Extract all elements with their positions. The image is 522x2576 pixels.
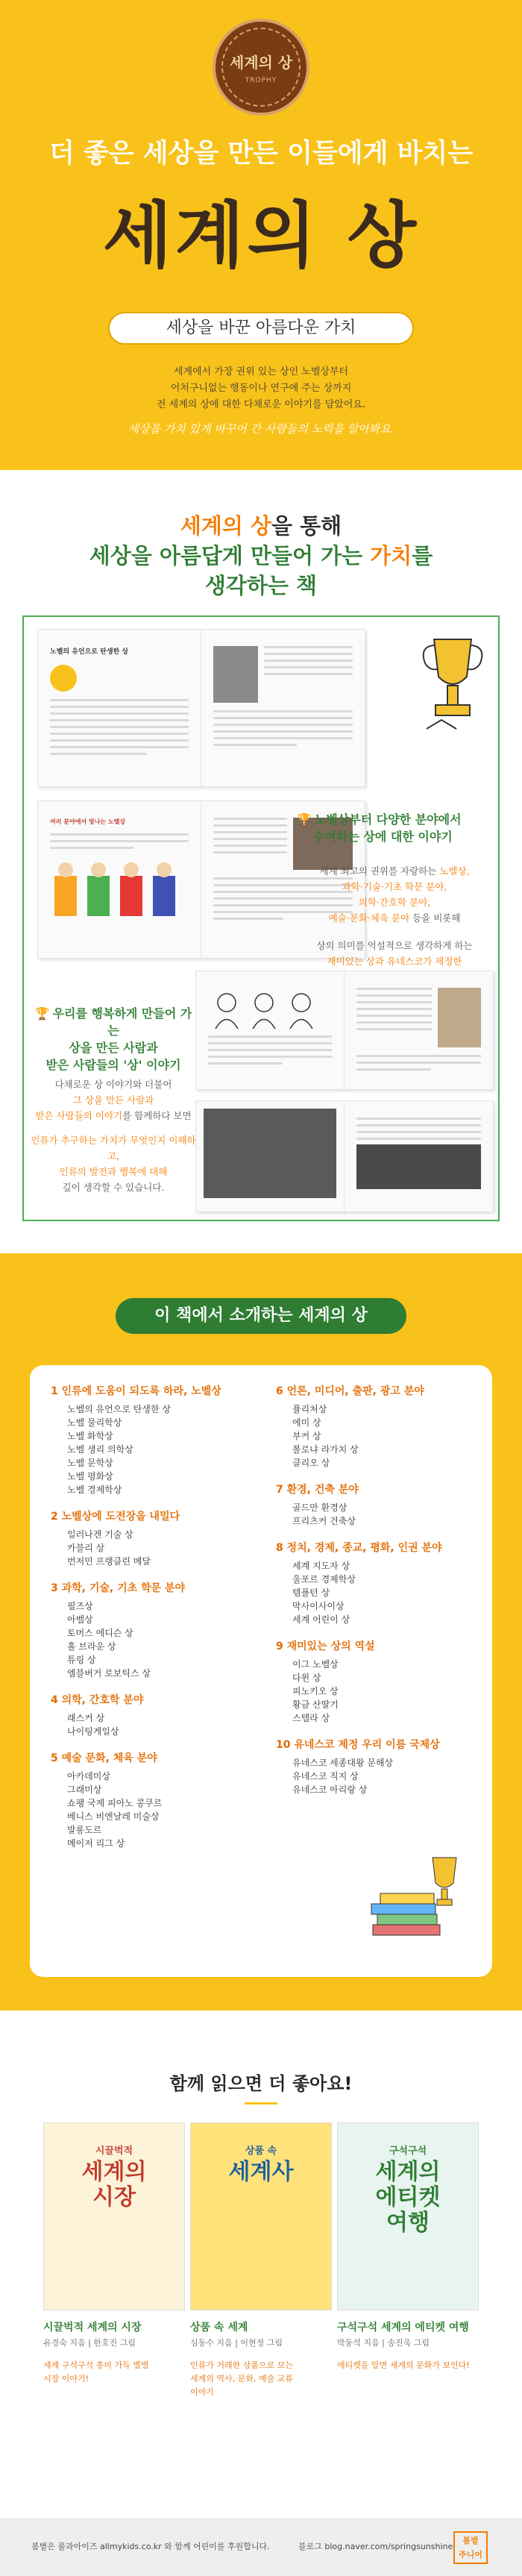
contents-item: 세계 지도자 상 <box>292 1561 350 1571</box>
contents-category: 5 예술 문화, 체육 분야 <box>51 1752 157 1764</box>
spread-page <box>345 971 493 1089</box>
ceremony-photo <box>204 1109 336 1198</box>
contents-category: 8 정치, 경제, 종교, 평화, 인권 분야 <box>276 1542 442 1554</box>
book-title: 구석구석 세계의 에티켓 여행 <box>337 2322 469 2334</box>
publisher-logo: 봄볕 주니어 <box>453 2531 488 2564</box>
contents-item: 노벨 경제학상 <box>67 1485 122 1495</box>
book-cover-title <box>197 2143 325 2185</box>
recommend-book[interactable] <box>337 2122 479 2372</box>
book-description: 세계 구석구석 흥미 가득 별별 시장 이야기! <box>43 2360 149 2384</box>
contents-item: 황금 산딸기 <box>292 1699 339 1710</box>
book-cover-top: 상품 속 <box>245 2146 277 2157</box>
document-photo <box>438 988 481 1047</box>
point-1: 🏆 노벨상부터 다양한 분야에서 수여하는 상에 대한 이야기 <box>297 812 462 844</box>
hero-desc-line: 어처구니없는 행동이나 연구에 주는 상까지 <box>170 383 352 394</box>
contents-item: 필즈상 <box>67 1601 93 1611</box>
contents-item: 막사이사이상 <box>292 1601 345 1611</box>
book-cover-top: 구석구석 <box>389 2146 427 2157</box>
recommend-heading: 함께 읽으면 더 좋아요! <box>0 2069 522 2105</box>
contents-category: 10 유네스코 제정 우리 이름 국제상 <box>276 1739 440 1751</box>
point-1-blurb: 세계 최고의 권위를 자랑하는 노벨상, 과학·기술·기초 학문 분야, 의학·간호학 분야, 예술·문화·체육 분야 등을 비롯해 상의 의미를 억설적으로 생각하게 하는 재미있는 상과 유네스코가 제정한 <box>316 865 473 967</box>
medal-emblem <box>213 19 309 116</box>
contents-item: 울포르 경제학상 <box>292 1574 356 1585</box>
hero-banner: 세상을 바꾼 아름다운 가치 <box>108 312 414 345</box>
contents-item: 쇼팽 국제 피아노 콩쿠르 <box>67 1798 163 1808</box>
books-trophy-icon <box>365 1843 462 1955</box>
book-spread-4 <box>195 1100 494 1212</box>
feature-heading-line2a: 세상을 아름답게 만들어 가는 <box>89 543 371 568</box>
book-spread-3 <box>195 971 494 1090</box>
feature-heading <box>0 511 522 601</box>
hero-desc-line: 세계에서 가장 권위 있는 상인 노벨상부터 <box>173 366 349 377</box>
contents-item: 유네스코 아리랑 상 <box>292 1784 368 1795</box>
spread-page <box>196 1101 345 1212</box>
contents-item: 토머스 에디슨 상 <box>67 1628 133 1638</box>
contents-item: 클리오 상 <box>292 1458 330 1468</box>
contents-category: 9 재미있는 상의 역설 <box>276 1640 375 1652</box>
trophy-icon: 🏆 <box>34 1006 50 1021</box>
contents-item: 골드만 환경상 <box>292 1502 348 1513</box>
contents-item: 노벨 물리학상 <box>67 1417 122 1428</box>
scientists-illustration <box>208 988 320 1032</box>
contents-section <box>0 1253 522 2011</box>
contents-category: 3 과학, 기술, 기초 학문 분야 <box>51 1582 185 1594</box>
spread-page <box>38 801 201 958</box>
feature-heading-line3: 생각하는 책 <box>204 573 318 598</box>
book-description: 인류가 거래한 상품으로 보는 세계의 역사, 문화, 예술 교류 이야기 <box>190 2360 294 2397</box>
spread-page <box>38 630 201 786</box>
book-cover[interactable] <box>190 2122 332 2310</box>
hero-description <box>89 364 433 413</box>
trophy-icon: 🏆 <box>297 812 312 827</box>
book-cover-title <box>50 2143 178 2210</box>
contents-item: 피노키오 상 <box>292 1686 339 1696</box>
contents-item: 노벨 화학상 <box>67 1431 113 1441</box>
spread-heading: 노벨의 유언으로 탄생한 상 <box>50 648 129 656</box>
spread-page <box>196 971 345 1089</box>
book-title: 상품 속 세계 <box>190 2322 248 2334</box>
hero-section <box>0 0 522 470</box>
portrait-photo <box>213 646 258 703</box>
trophy-icon <box>412 624 494 744</box>
contents-heading: 이 책에서 소개하는 세계의 상 <box>116 1298 406 1334</box>
recommend-book[interactable] <box>190 2122 332 2399</box>
contents-item: 홀 브라운 상 <box>67 1641 116 1652</box>
contents-item: 노벨 평화상 <box>67 1471 113 1482</box>
contents-item: 엠블버거 로보틱스 상 <box>67 1668 151 1679</box>
contents-item: 일러나겐 기술 상 <box>67 1529 133 1540</box>
piano-photo <box>356 1144 481 1189</box>
book-spread-1 <box>37 629 365 787</box>
feature-heading-line2b: 가치 <box>370 543 412 568</box>
contents-item: 부커 상 <box>292 1431 321 1441</box>
contents-column-left <box>51 1383 260 1850</box>
contents-item: 템플턴 상 <box>292 1588 330 1598</box>
medal-illustration <box>50 665 77 692</box>
feature-heading-accent: 세계의 상 <box>180 513 271 539</box>
contents-item: 튜링 상 <box>67 1655 96 1665</box>
recommend-book[interactable] <box>43 2122 185 2386</box>
contents-item: 아벨상 <box>67 1614 93 1625</box>
contents-item: 노벨 생리 의학상 <box>67 1444 133 1455</box>
contents-item: 볼로냐 라가치 상 <box>292 1444 359 1455</box>
book-description: 에티켓을 알면 세계의 문화가 보인다! <box>337 2360 470 2370</box>
contents-item: 나이팅게일상 <box>67 1726 119 1737</box>
contents-item: 이그 노벨상 <box>292 1659 339 1670</box>
contents-item: 프리츠커 건축상 <box>292 1516 356 1526</box>
point-2: 🏆 우리를 행복하게 만들어 가는 상을 만든 사람과 받은 사람들의 '상' 이야기 <box>34 1006 192 1072</box>
contents-column-right <box>276 1383 485 1796</box>
book-cover-title <box>344 2143 472 2236</box>
contents-item: 에미 상 <box>292 1417 321 1428</box>
contents-item: 카블리 상 <box>67 1543 105 1553</box>
medal-title: 세계의 상 <box>229 53 293 72</box>
hero-desc-line: 전 세계의 상에 대한 다채로운 이야기를 담았어요. <box>156 399 366 410</box>
contents-item: 래스커 상 <box>67 1713 105 1723</box>
contents-item: 번저민 프랭클린 메달 <box>67 1556 151 1567</box>
feature-heading-rest: 을 통해 <box>271 513 342 539</box>
spread-heading: 여러 분야에서 빛나는 노벨상 <box>50 818 126 825</box>
footer <box>0 2518 522 2576</box>
contents-card <box>30 1365 492 1977</box>
contents-item: 다윈 상 <box>292 1673 321 1683</box>
book-credit: 박동석 지음 | 송진욱 그림 <box>337 2338 430 2348</box>
book-credit: 유경숙 지음 | 한호진 그림 <box>43 2338 136 2348</box>
recommend-section <box>0 2011 522 2518</box>
contents-item: 아카데미상 <box>67 1771 110 1781</box>
spread-page <box>201 630 365 786</box>
contents-category: 4 의학, 간호학 분야 <box>51 1694 144 1706</box>
contents-item: 유네스코 세종대왕 문해상 <box>292 1758 394 1768</box>
book-title: 시끌벅적 세계의 시장 <box>43 2322 142 2334</box>
book-cover-main: 세계의 에티켓 여행 <box>375 2159 441 2236</box>
contents-category: 2 노벨상에 도전장을 내밀다 <box>51 1511 180 1523</box>
medal-sub: TROPHY <box>245 76 277 84</box>
contents-item: 베니스 비엔날레 미술상 <box>67 1811 160 1822</box>
contents-item: 그래미상 <box>67 1784 102 1795</box>
hero-script: 세상을 가치 있게 바꾸어 간 사람들의 노력을 알아봐요. <box>128 422 394 436</box>
book-cover[interactable] <box>43 2122 185 2310</box>
book-cover[interactable] <box>337 2122 479 2310</box>
footer-sponsor-text: 봄볕은 풀과아이즈 allmykids.co.kr 와 함께 어린이를 후원합니다. <box>31 2542 270 2551</box>
contents-item: 노벨의 유언으로 탄생한 상 <box>67 1404 171 1414</box>
feature-heading-line2c: 를 <box>412 543 433 568</box>
contents-item: 스텔라 상 <box>292 1713 330 1723</box>
contents-item: 발롱도르 <box>67 1825 102 1835</box>
feature-section <box>0 470 522 1253</box>
people-illustration <box>50 853 184 921</box>
hero-title: 세계의 상 <box>102 194 420 278</box>
contents-item: 유네스코 직지 상 <box>292 1771 359 1781</box>
contents-item: 세계 어린이 상 <box>292 1614 350 1625</box>
contents-category: 1 인류에 도움이 되도록 하라, 노벨상 <box>51 1385 221 1397</box>
hero-tagline: 더 좋은 세상을 만든 이들에게 바치는 <box>48 139 474 169</box>
contents-item: 노벨 문학상 <box>67 1458 113 1468</box>
contents-item: 메이저 리그 상 <box>67 1838 125 1849</box>
book-cover-main: 세계사 <box>228 2159 294 2185</box>
contents-category: 6 언론, 미디어, 출판, 광고 분야 <box>276 1385 424 1397</box>
feature-box <box>22 615 500 1221</box>
point-2-blurb: 다채로운 상 이야기와 더불어 그 상을 만든 사람과 받은 사람들의 이야기를 함께하다 보면 인류가 추구하는 가치가 무엇인지 이해하고, 인류의 발전과 행복에 대해 깊이 생각할 수 있습니다. <box>31 1079 196 1193</box>
spread-page <box>345 1101 493 1212</box>
book-cover-main: 세계의 시장 <box>81 2159 147 2210</box>
contents-item: 퓰리처상 <box>292 1404 327 1414</box>
book-cover-top: 시끌벅적 <box>95 2146 133 2157</box>
footer-blog-link[interactable]: 블로그 blog.naver.com/springsunshine <box>298 2542 453 2551</box>
contents-category: 7 환경, 건축 분야 <box>276 1484 359 1496</box>
book-credit: 심동수 지음 | 이현정 그림 <box>190 2338 283 2348</box>
